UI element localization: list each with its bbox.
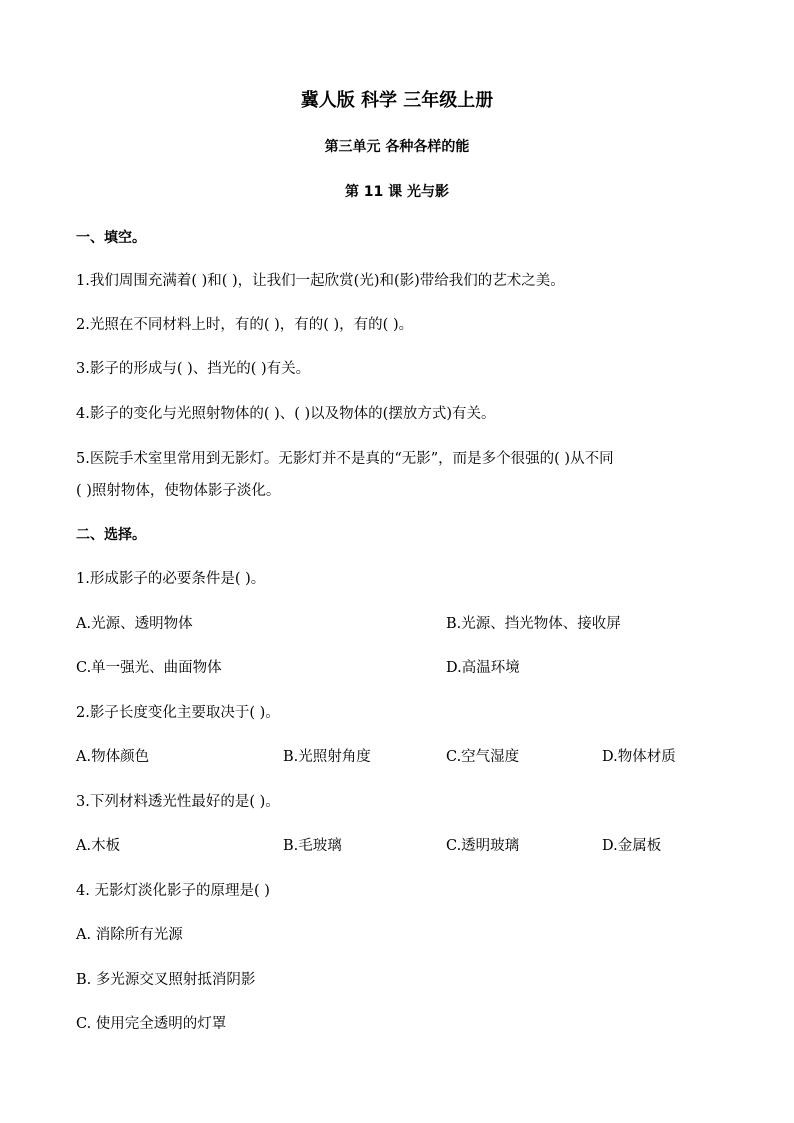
choice-question-4-option-a: A. 消除所有光源 (76, 927, 183, 943)
choice-question-1-stem: 1.形成影子的必要条件是( )。 (76, 571, 266, 587)
choice-question-3-stem: 3.下列材料透光性最好的是( )。 (76, 794, 280, 810)
choice-question-2-option-d: D.物体材质 (602, 749, 676, 765)
choice-question-2-option-b: B.光照射角度 (283, 749, 371, 765)
worksheet-title: 冀人版 科学 三年级上册 (300, 90, 494, 111)
choice-question-3-option-d: D.金属板 (602, 838, 662, 854)
fill-question-5-line1: 5.医院手术室里常用到无影灯。无影灯并不是真的“无影”，而是多个很强的( )从不同 (76, 451, 614, 467)
fill-question-4: 4.影子的变化与光照射物体的( )、( )以及物体的(摆放方式)有关。 (76, 406, 496, 422)
fill-question-3: 3.影子的形成与( )、挡光的( )有关。 (76, 361, 311, 377)
choice-question-2-option-a: A.物体颜色 (76, 749, 150, 765)
choice-question-3-option-c: C.透明玻璃 (446, 838, 520, 854)
choice-question-3-option-a: A.木板 (76, 838, 121, 854)
fill-question-5-line2: ( )照射物体，使物体影子淡化。 (76, 483, 281, 499)
choice-question-1-option-b: B.光源、挡光物体、接收屏 (446, 616, 621, 632)
choice-question-1-option-a: A.光源、透明物体 (76, 616, 193, 632)
choice-question-2-stem: 2.影子长度变化主要取决于( )。 (76, 705, 280, 721)
choice-question-1-option-d: D.高温环境 (446, 660, 520, 676)
lesson-title: 第 11 课 光与影 (344, 184, 450, 200)
choice-question-4-option-c: C. 使用完全透明的灯罩 (76, 1016, 227, 1032)
fill-question-2: 2.光照在不同材料上时，有的( )，有的( )，有的( )。 (76, 317, 414, 333)
choice-question-1-option-c: C.单一强光、曲面物体 (76, 660, 222, 676)
unit-title: 第三单元 各种各样的能 (324, 139, 470, 155)
fill-question-1: 1.我们周围充满着( )和( )，让我们一起欣赏(光)和(影)带给我们的艺术之美。 (76, 273, 565, 289)
choice-question-4-option-b: B. 多光源交叉照射抵消阴影 (76, 972, 256, 988)
section-choice-heading: 二、选择。 (76, 527, 146, 543)
choice-question-2-option-c: C.空气湿度 (446, 749, 520, 765)
choice-question-3-option-b: B.毛玻璃 (283, 838, 342, 854)
choice-question-4-stem: 4. 无影灯淡化影子的原理是( ) (76, 883, 270, 899)
section-fill-heading: 一、填空。 (76, 230, 146, 246)
